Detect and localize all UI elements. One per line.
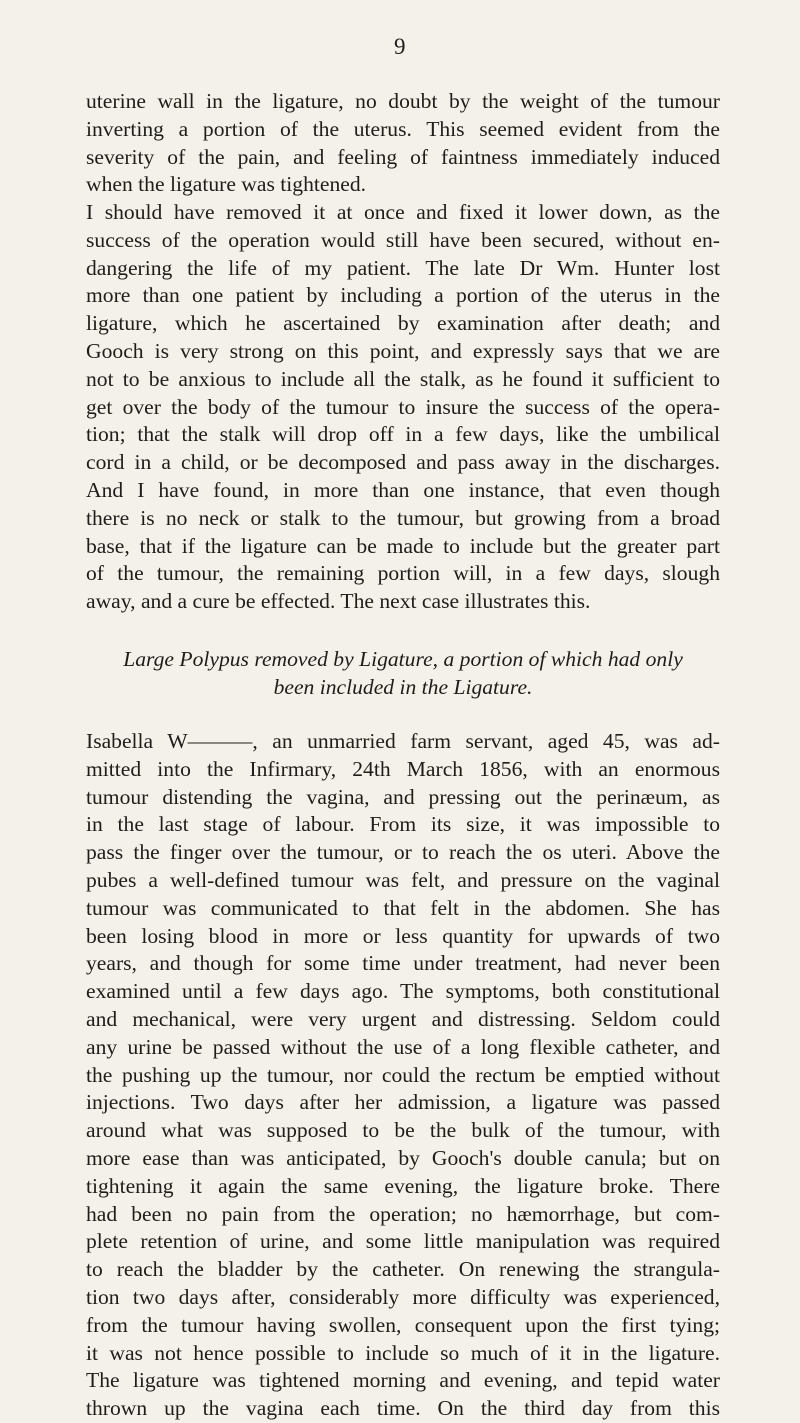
text-line: pass the finger over the tumour, or to reach the os uteri. Above the bbox=[86, 840, 720, 865]
text-line: away, and a cure be effected. The next case illustrates this. bbox=[86, 589, 591, 614]
text-line: pubes a well-defined tumour was felt, and pressure on the vaginal bbox=[86, 867, 720, 892]
text-line: the pushing up the tumour, nor could the rectum be emptied without bbox=[86, 1062, 720, 1087]
text-line: severity of the pain, and feeling of faintness immediately induced bbox=[86, 144, 720, 169]
text-line: thrown up the vagina each time. On the third day from this bbox=[86, 1396, 720, 1421]
text-line: uterine wall in the ligature, no doubt by the weight of the tumour bbox=[86, 89, 720, 113]
text-line: there is no neck or stalk to the tumour, but growing from a broad bbox=[86, 505, 720, 530]
text-line: dangering the life of my patient. The late Dr Wm. Hunter lost bbox=[86, 255, 720, 280]
text-line: it was not hence possible to include so much of it in the ligature. bbox=[86, 1340, 720, 1365]
page-number: 9 bbox=[394, 34, 406, 59]
text-line: more than one patient by including a portion of the uterus in the bbox=[86, 283, 720, 308]
text-line: years, and though for some time under treatment, had never been bbox=[86, 951, 720, 976]
paragraph-2 bbox=[86, 199, 720, 616]
text-line: and mechanical, were very urgent and distressing. Seldom could bbox=[86, 1006, 720, 1031]
text-line: of the tumour, the remaining portion will, in a few days, slough bbox=[86, 561, 720, 586]
text-line: Gooch is very strong on this point, and expressly says that we are bbox=[86, 338, 720, 363]
text-line: tion two days after, considerably more difficulty was experienced, bbox=[86, 1284, 720, 1309]
text-line: And I have found, in more than one instance, that even though bbox=[86, 477, 720, 502]
paragraph-3 bbox=[86, 728, 720, 1423]
text-line: any urine be passed without the use of a long flexible catheter, and bbox=[86, 1034, 720, 1059]
text-line: success of the operation would still have been secured, without en- bbox=[86, 227, 720, 252]
text-line: in the last stage of labour. From its size, it was impossible to bbox=[86, 812, 720, 837]
text-line: tion; that the stalk will drop off in a few days, like the umbilical bbox=[86, 422, 720, 447]
text-line: plete retention of urine, and some little manipulation was required bbox=[86, 1229, 720, 1254]
text-line: tumour distending the vagina, and pressing out the perinæum, as bbox=[86, 784, 720, 809]
text-line: around what was supposed to be the bulk of the tumour, with bbox=[86, 1118, 720, 1143]
text-line: tightening it again the same evening, the ligature broke. There bbox=[86, 1173, 720, 1198]
text-line: tumour was communicated to that felt in the abdomen. She has bbox=[86, 895, 720, 920]
text-line: ligature, which he ascertained by examination after death; and bbox=[86, 311, 720, 336]
text-line: cord in a child, or be decomposed and pass away in the discharges. bbox=[86, 450, 720, 475]
text-line: inverting a portion of the uterus. This seemed evident from the bbox=[86, 116, 720, 141]
text-line: to reach the bladder by the catheter. On renewing the strangula- bbox=[86, 1257, 720, 1282]
text-line: The ligature was tightened morning and evening, and tepid water bbox=[86, 1368, 720, 1393]
section-heading-line-1: Large Polypus removed by Ligature, a portion of which had only bbox=[123, 647, 683, 671]
text-line: been losing blood in more or less quantity for upwards of two bbox=[86, 923, 720, 948]
text-line: more ease than was anticipated, by Gooch's double canula; but on bbox=[86, 1145, 720, 1170]
text-line: from the tumour having swollen, consequent upon the first tying; bbox=[86, 1312, 720, 1337]
text-line: examined until a few days ago. The symptoms, both constitutional bbox=[86, 979, 720, 1004]
text-line: I should have removed it at once and fixed it lower down, as the bbox=[86, 200, 720, 224]
section-heading-line-2: been included in the Ligature. bbox=[273, 674, 533, 699]
text-line: get over the body of the tumour to insure the success of the opera- bbox=[86, 394, 720, 419]
text-line: mitted into the Infirmary, 24th March 1856, with an enormous bbox=[86, 756, 720, 781]
paragraph-1 bbox=[86, 88, 720, 199]
text-line: when the ligature was tightened. bbox=[86, 172, 367, 197]
text-line: injections. Two days after her admission, a ligature was passed bbox=[86, 1090, 720, 1115]
text-line: base, that if the ligature can be made to include but the greater part bbox=[86, 533, 720, 558]
text-line: had been no pain from the operation; no hæmorrhage, but com- bbox=[86, 1201, 720, 1226]
text-line: Isabella W———, an unmarried farm servant, aged 45, was ad- bbox=[86, 729, 720, 753]
text-line: not to be anxious to include all the stalk, as he found it sufficient to bbox=[86, 366, 720, 391]
section-heading bbox=[86, 646, 720, 702]
